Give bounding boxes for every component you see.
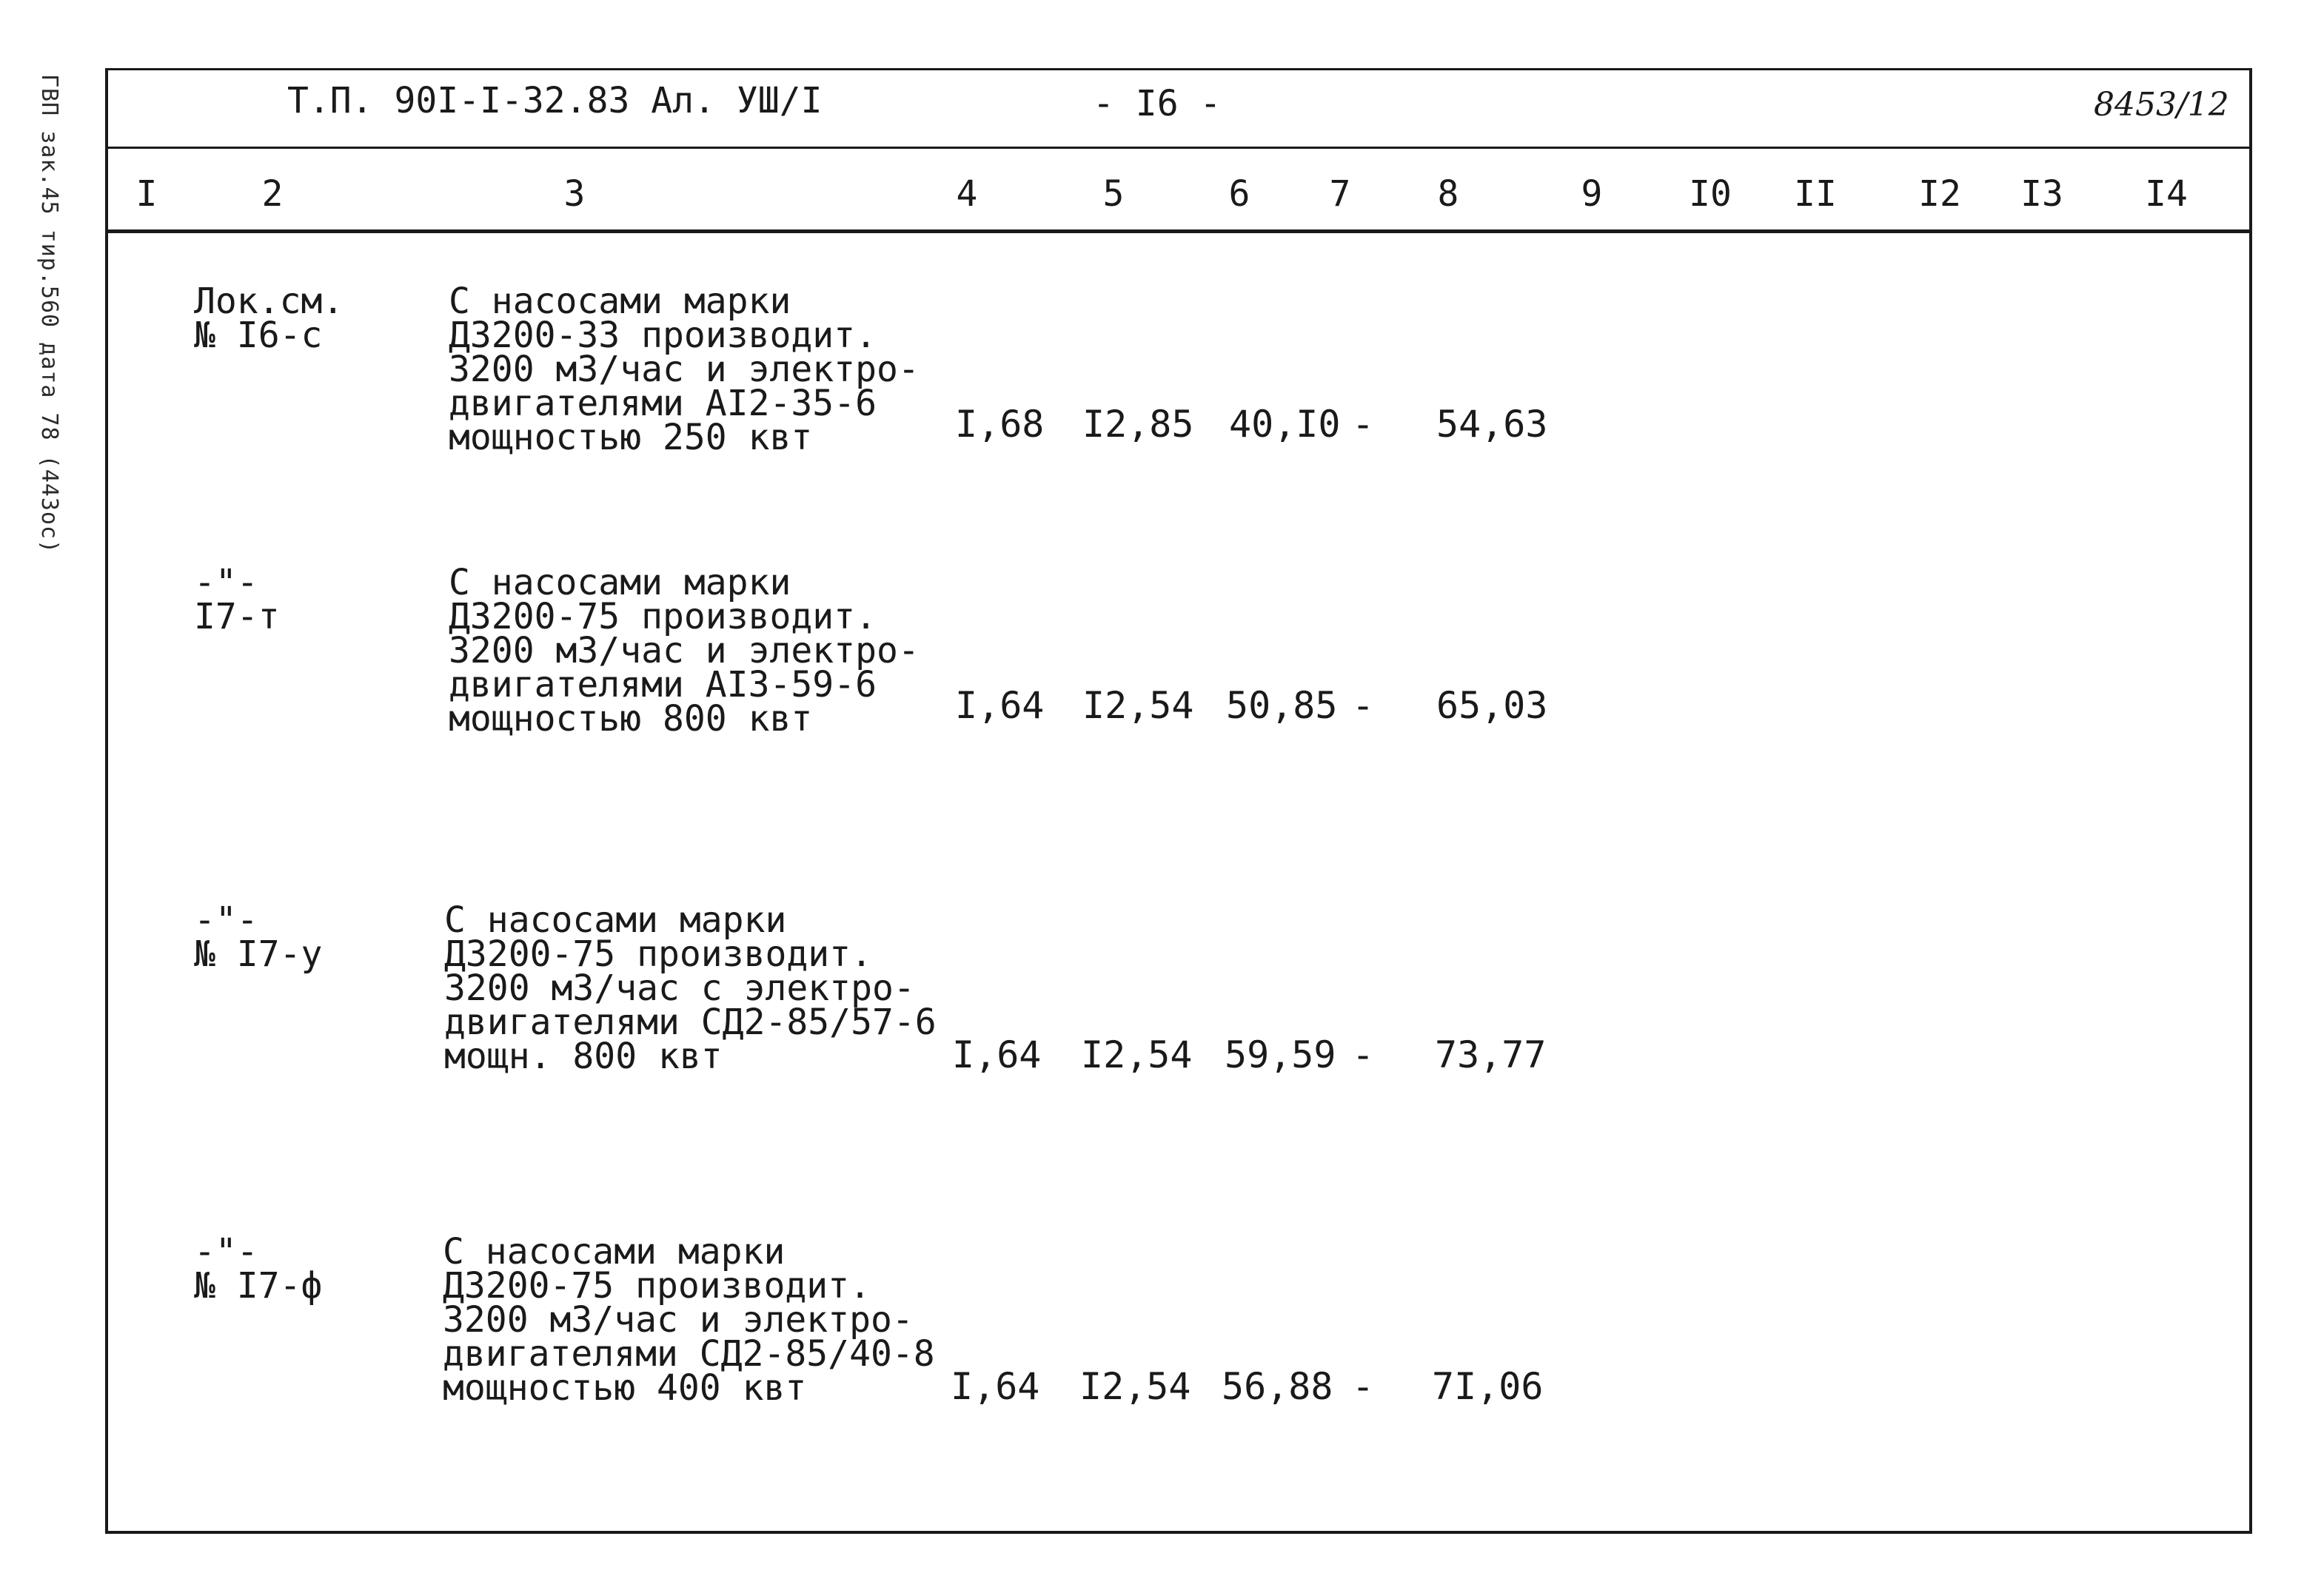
column-number: 8 [1437, 173, 1459, 215]
row-description [449, 281, 920, 458]
column-number: I [135, 173, 158, 215]
column-number: I0 [1689, 173, 1732, 215]
page-frame [105, 68, 2252, 1534]
col4-value: I,64 [951, 1365, 1040, 1408]
col8-value: 65,03 [1436, 684, 1548, 727]
column-number: 3 [563, 173, 586, 215]
margin-stamp [15, 67, 67, 600]
description-line: 3200 м3/час с электро- [444, 968, 915, 1009]
estimate-reference [194, 281, 344, 356]
col6-value: 40,I0 [1229, 403, 1341, 446]
description-line: С насосами марки [449, 281, 791, 322]
header-divider [105, 147, 2252, 149]
column-number: 5 [1102, 173, 1125, 215]
description-line: С насосами марки [444, 899, 787, 941]
estimate-reference [194, 562, 280, 637]
column-header-divider [105, 229, 2252, 233]
description-line: С насосами марки [449, 562, 791, 603]
description-line: 3200 м3/час и электро- [449, 349, 920, 390]
description-line: Д3200-75 производит. [449, 596, 877, 637]
col8-value: 54,63 [1436, 403, 1548, 446]
estimate-label: -"- [194, 1231, 258, 1273]
description-line: Д3200-75 производит. [444, 933, 872, 975]
description-line: двигателями АI2-35-6 [449, 383, 877, 424]
column-number: 6 [1228, 173, 1250, 215]
estimate-number: № I6-с [194, 315, 323, 356]
col7-value: - [1352, 1365, 1375, 1408]
col7-value: - [1352, 403, 1375, 446]
row-description [449, 562, 920, 740]
row-description [444, 899, 937, 1077]
margin-stamp-text: ГВП зак.45 тир.560 дата 78 (443ос) [36, 74, 62, 554]
col6-value: 59,59 [1225, 1033, 1336, 1076]
description-line: мощностью 400 квт [443, 1367, 807, 1409]
estimate-label: -"- [194, 562, 258, 603]
column-number: I3 [2020, 173, 2063, 215]
description-line: С насосами марки [443, 1231, 786, 1273]
estimate-reference [194, 899, 323, 975]
col5-value: I2,85 [1082, 403, 1194, 446]
column-number: I4 [2145, 173, 2188, 215]
col6-value: 56,88 [1222, 1365, 1333, 1408]
column-number: 9 [1581, 173, 1603, 215]
description-line: Д3200-75 производит. [443, 1265, 871, 1307]
column-number: 4 [956, 173, 978, 215]
description-line: мощностью 800 квт [449, 698, 813, 740]
col7-value: - [1352, 684, 1375, 727]
description-line: Д3200-33 производит. [449, 315, 877, 356]
description-line: двигателями СД2-85/40-8 [443, 1333, 935, 1375]
col5-value: I2,54 [1079, 1365, 1191, 1408]
description-line: мощн. 800 квт [444, 1036, 723, 1077]
col8-value: 73,77 [1435, 1033, 1547, 1076]
document-code: Т.П. 90I-I-32.83 Ал. УШ/I [287, 80, 823, 121]
page-number: - I6 - [1093, 83, 1222, 124]
description-line: 3200 м3/час и электро- [443, 1299, 914, 1341]
col4-value: I,68 [955, 403, 1045, 446]
estimate-number: I7-т [194, 596, 280, 637]
row-description [443, 1231, 935, 1409]
sheet-reference: 8453/12 [2094, 86, 2229, 124]
col4-value: I,64 [955, 684, 1045, 727]
col8-value: 7I,06 [1432, 1365, 1544, 1408]
col5-value: I2,54 [1081, 1033, 1193, 1076]
estimate-label: -"- [194, 899, 258, 941]
column-number: 7 [1329, 173, 1351, 215]
column-number: I2 [1918, 173, 1961, 215]
col4-value: I,64 [952, 1033, 1042, 1076]
col6-value: 50,85 [1226, 684, 1338, 727]
column-number: 2 [261, 173, 284, 215]
estimate-number: № I7-ф [194, 1265, 323, 1307]
col5-value: I2,54 [1082, 684, 1194, 727]
col7-value: - [1352, 1033, 1375, 1076]
estimate-reference [194, 1231, 323, 1307]
estimate-label: Лок.см. [194, 281, 344, 322]
description-line: двигателями СД2-85/57-6 [444, 1002, 937, 1043]
description-line: 3200 м3/час и электро- [449, 630, 920, 671]
description-line: двигателями АI3-59-6 [449, 664, 877, 705]
column-number: II [1794, 173, 1837, 215]
estimate-number: № I7-у [194, 933, 323, 975]
description-line: мощностью 250 квт [449, 417, 813, 458]
